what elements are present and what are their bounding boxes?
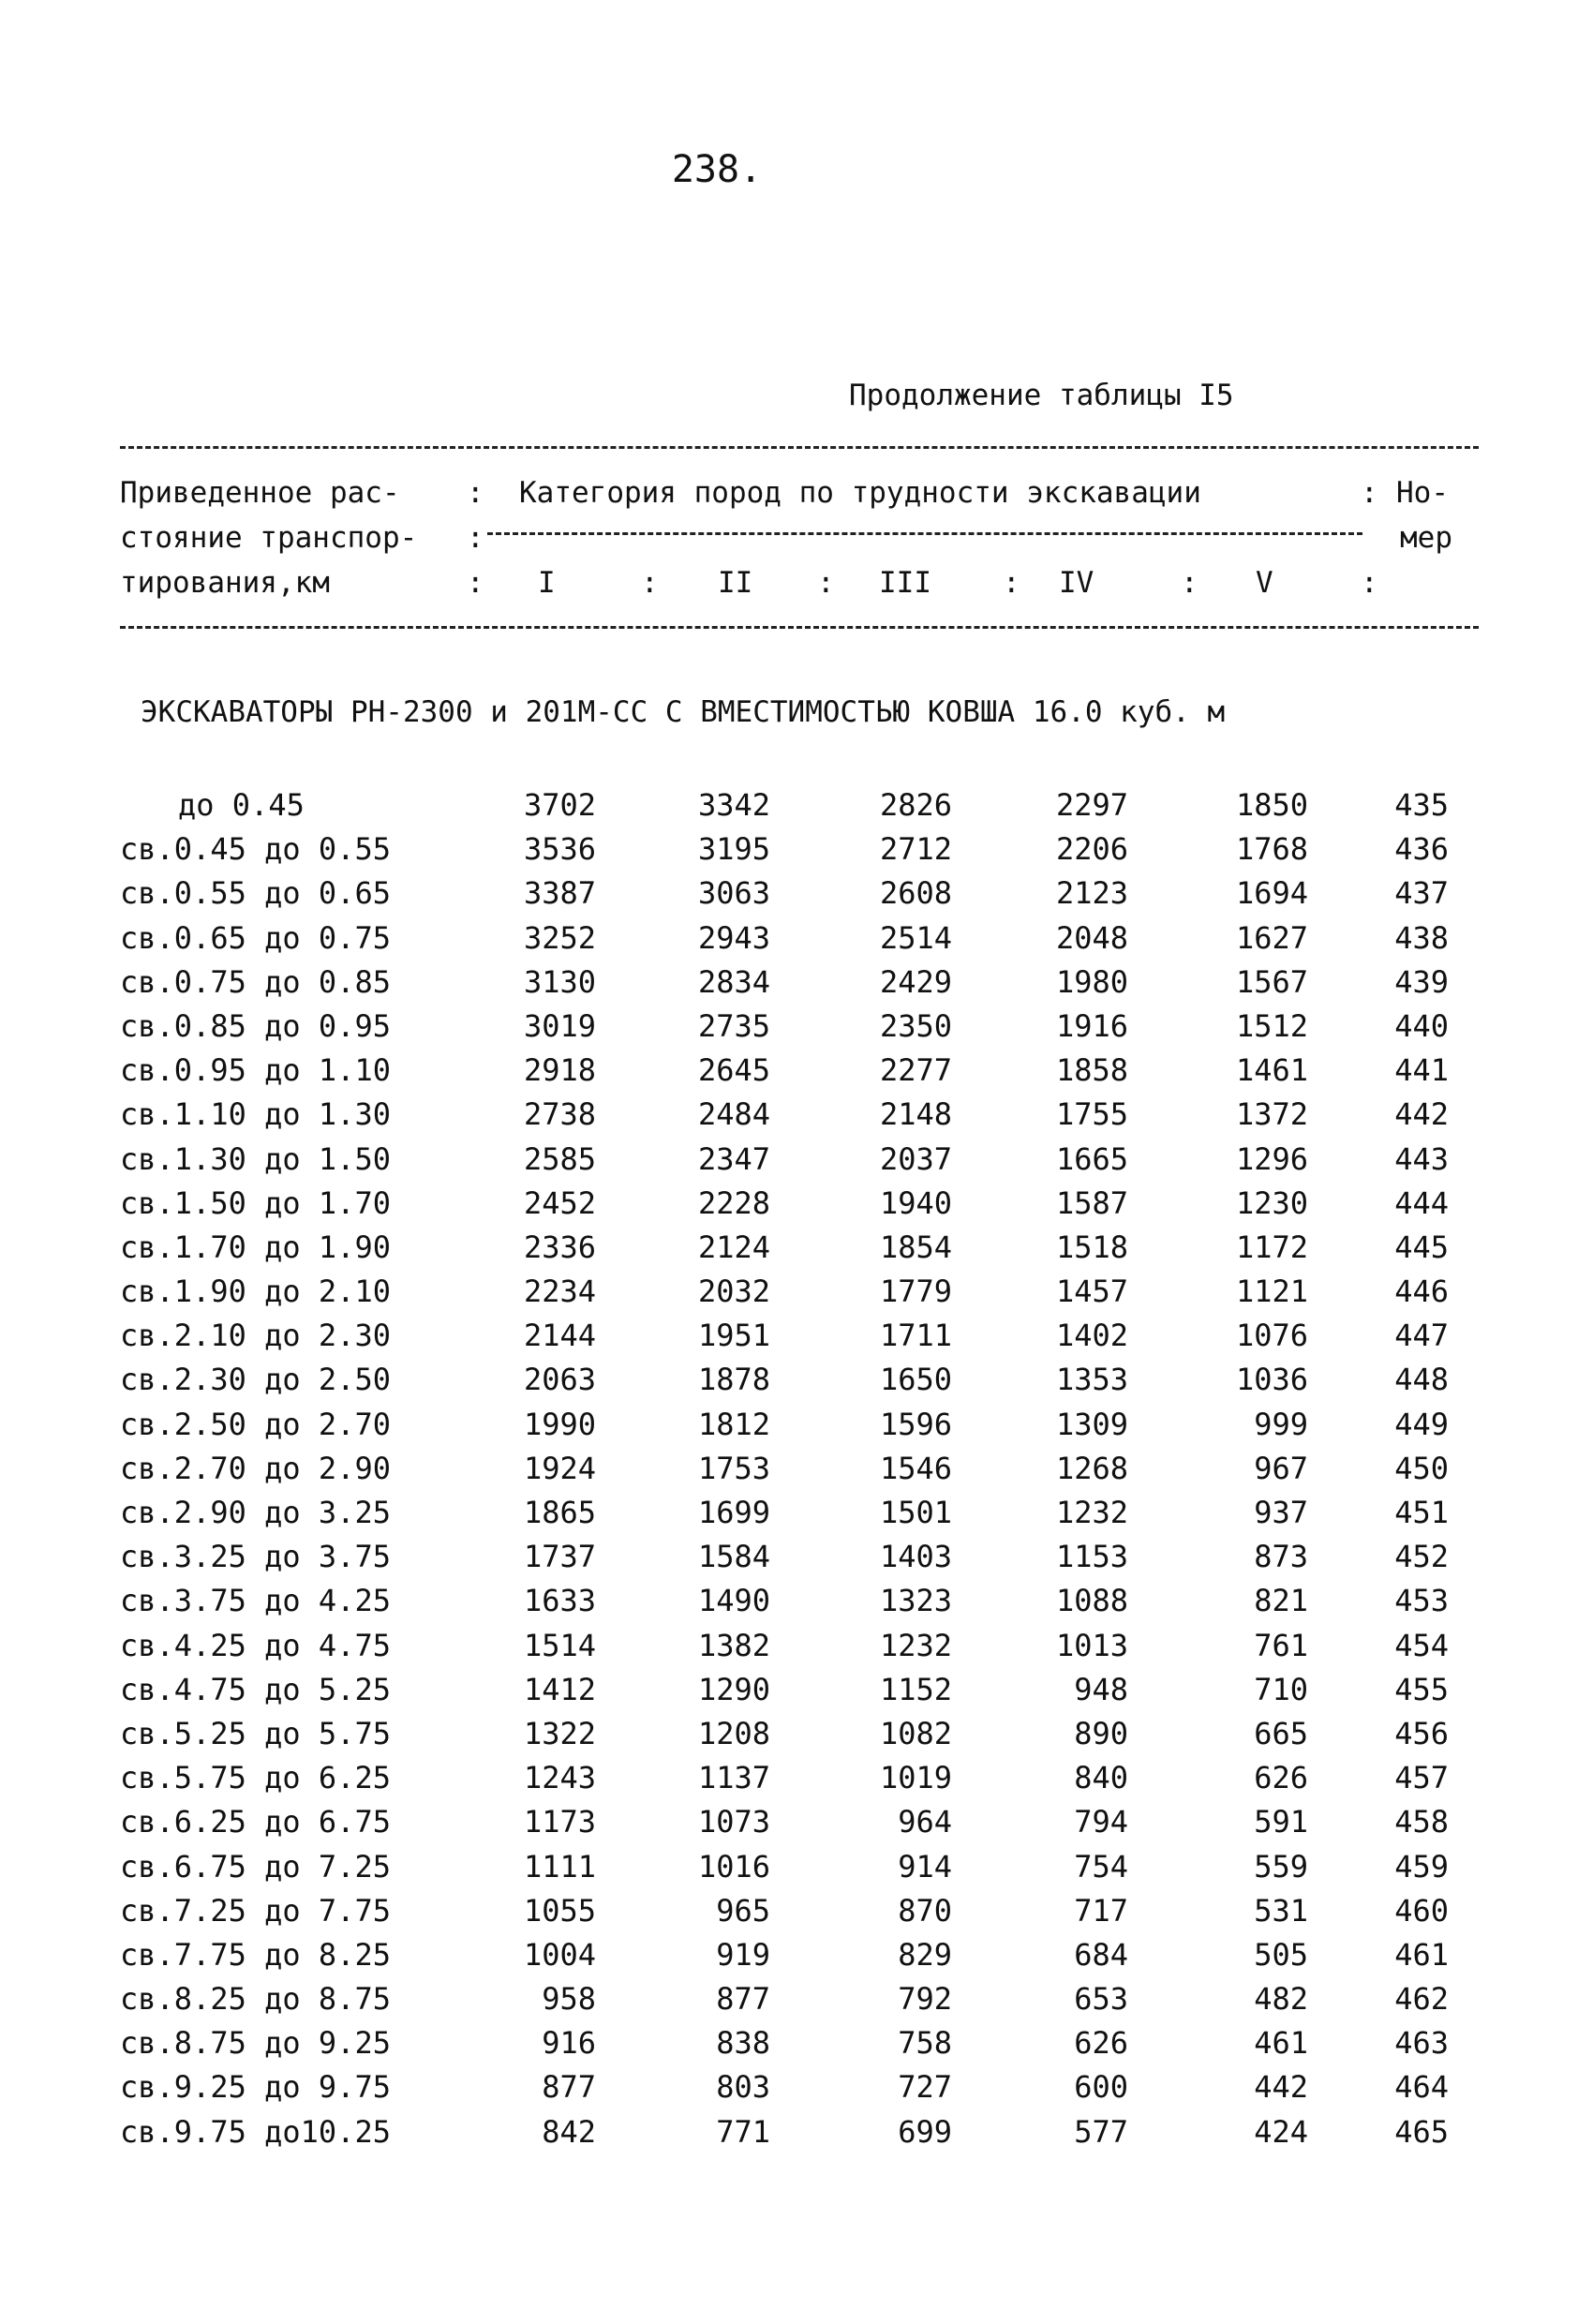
category-IV-cell: 2206 <box>1055 831 1128 868</box>
category-V-cell: 1076 <box>1235 1318 1308 1354</box>
category-II-cell: 3342 <box>697 787 770 823</box>
category-IV-cell: 2048 <box>1055 919 1128 956</box>
number-cell: 455 <box>1394 1671 1449 1707</box>
category-I-cell: 2144 <box>523 1318 596 1354</box>
category-V-cell: 967 <box>1254 1450 1308 1486</box>
distance-cell: св.8.25 до 8.75 <box>120 1981 391 2018</box>
table-row <box>0 1138 1593 1182</box>
number-cell: 440 <box>1394 1007 1449 1044</box>
header-separator: : <box>467 521 484 555</box>
category-V-cell: 1850 <box>1235 787 1308 823</box>
header-number-line1: Но- <box>1396 476 1449 510</box>
category-II-cell: 1382 <box>697 1627 770 1663</box>
category-IV-cell: 1353 <box>1055 1362 1128 1398</box>
category-II-cell: 1137 <box>697 1760 770 1796</box>
category-III-cell: 1501 <box>879 1495 952 1530</box>
category-IV-cell: 1858 <box>1055 1052 1128 1089</box>
category-V-cell: 999 <box>1254 1406 1308 1442</box>
category-I-cell: 2452 <box>523 1184 596 1221</box>
category-I-cell: 2336 <box>523 1229 596 1265</box>
category-V-cell: 1627 <box>1235 919 1308 956</box>
table-row <box>0 783 1593 827</box>
header-separator: : <box>1003 566 1020 600</box>
category-III-cell: 727 <box>898 2069 952 2106</box>
category-II-cell: 2834 <box>697 963 770 1000</box>
category-V-cell: 1694 <box>1235 875 1308 912</box>
number-cell: 459 <box>1394 1848 1449 1885</box>
table-row <box>0 1270 1593 1314</box>
table-row <box>0 1358 1593 1402</box>
category-II-cell: 2484 <box>697 1096 770 1133</box>
distance-cell: св.8.75 до 9.25 <box>120 2025 391 2062</box>
category-V-cell: 665 <box>1254 1715 1308 1751</box>
number-cell: 442 <box>1394 1096 1449 1133</box>
table-row <box>0 1049 1593 1093</box>
category-III-cell: 2350 <box>879 1007 952 1044</box>
category-I-cell: 2234 <box>523 1274 596 1310</box>
category-II-cell: 838 <box>716 2025 770 2062</box>
header-distance-line2: стояние транспор- <box>120 521 418 555</box>
category-II-cell: 803 <box>716 2069 770 2106</box>
distance-cell: св.9.75 до10.25 <box>120 2113 391 2150</box>
number-cell: 447 <box>1394 1318 1449 1354</box>
number-cell: 444 <box>1394 1184 1449 1221</box>
distance-cell: св.5.25 до 5.75 <box>120 1715 391 1751</box>
category-II-cell: 1490 <box>697 1583 770 1619</box>
category-I-cell: 3019 <box>523 1007 596 1044</box>
category-IV-cell: 1587 <box>1055 1184 1128 1221</box>
category-IV-cell: 1309 <box>1055 1406 1128 1442</box>
distance-cell: св.0.95 до 1.10 <box>120 1052 391 1089</box>
header-separator: : <box>1181 566 1198 600</box>
category-II-cell: 1073 <box>697 1804 770 1840</box>
category-II-cell: 1699 <box>697 1495 770 1530</box>
number-cell: 449 <box>1394 1406 1449 1442</box>
category-II-cell: 877 <box>716 1981 770 2018</box>
category-III-cell: 1232 <box>879 1627 952 1663</box>
category-II-cell: 1016 <box>697 1848 770 1885</box>
header-separator: : <box>467 476 484 510</box>
distance-cell: св.2.70 до 2.90 <box>120 1450 391 1486</box>
category-IV-cell: 2123 <box>1055 875 1128 912</box>
table-row <box>0 1005 1593 1049</box>
category-III-cell: 1152 <box>879 1671 952 1707</box>
category-III-cell: 1711 <box>879 1318 952 1354</box>
table-row <box>0 916 1593 961</box>
number-cell: 450 <box>1394 1450 1449 1486</box>
number-cell: 443 <box>1394 1140 1449 1177</box>
category-IV-cell: 1457 <box>1055 1274 1128 1310</box>
distance-cell: св.6.75 до 7.25 <box>120 1848 391 1885</box>
category-I-cell: 916 <box>542 2025 596 2062</box>
category-I-cell: 1322 <box>523 1715 596 1751</box>
category-IV-cell: 1665 <box>1055 1140 1128 1177</box>
category-IV-cell: 626 <box>1074 2025 1128 2062</box>
category-V-cell: 1461 <box>1235 1052 1308 1089</box>
category-IV-cell: 2297 <box>1055 787 1128 823</box>
category-V-cell: 761 <box>1254 1627 1308 1663</box>
table-row <box>0 2021 1593 2065</box>
distance-cell: св.2.90 до 3.25 <box>120 1495 391 1530</box>
number-cell: 461 <box>1394 1936 1449 1973</box>
header-distance-line1: Приведенное рас- <box>120 476 400 510</box>
table-row <box>0 1845 1593 1889</box>
data-table <box>0 783 1593 2154</box>
number-cell: 435 <box>1394 787 1449 823</box>
category-V-cell: 1121 <box>1235 1274 1308 1310</box>
category-I-cell: 1243 <box>523 1760 596 1796</box>
table-row <box>0 1447 1593 1491</box>
category-III-cell: 1082 <box>879 1715 952 1751</box>
number-cell: 463 <box>1394 2025 1449 2062</box>
distance-cell: св.6.25 до 6.75 <box>120 1804 391 1840</box>
number-cell: 448 <box>1394 1362 1449 1398</box>
category-III-cell: 1854 <box>879 1229 952 1265</box>
category-I-cell: 1514 <box>523 1627 596 1663</box>
category-V-cell: 710 <box>1254 1671 1308 1707</box>
distance-cell: св.1.70 до 1.90 <box>120 1229 391 1265</box>
category-I-cell: 1990 <box>523 1406 596 1442</box>
category-V-cell: 531 <box>1254 1892 1308 1929</box>
table-row <box>0 1491 1593 1535</box>
header-category-IV: IV <box>1059 566 1094 600</box>
category-II-cell: 2735 <box>697 1007 770 1044</box>
header-distance-line3: тирования,км <box>120 566 330 600</box>
table-row <box>0 1403 1593 1447</box>
category-IV-cell: 577 <box>1074 2113 1128 2150</box>
category-V-cell: 1567 <box>1235 963 1308 1000</box>
number-cell: 462 <box>1394 1981 1449 2018</box>
category-II-cell: 2347 <box>697 1140 770 1177</box>
distance-cell: св.4.25 до 4.75 <box>120 1627 391 1663</box>
category-IV-cell: 794 <box>1074 1804 1128 1840</box>
distance-cell: св.2.10 до 2.30 <box>120 1318 391 1354</box>
distance-cell: св.5.75 до 6.25 <box>120 1760 391 1796</box>
number-cell: 454 <box>1394 1627 1449 1663</box>
category-I-cell: 1633 <box>523 1583 596 1619</box>
category-III-cell: 829 <box>898 1936 952 1973</box>
header-category-II: II <box>718 566 753 600</box>
category-IV-cell: 1013 <box>1055 1627 1128 1663</box>
category-IV-cell: 1980 <box>1055 963 1128 1000</box>
category-III-cell: 1650 <box>879 1362 952 1398</box>
table-row <box>0 1093 1593 1137</box>
category-I-cell: 958 <box>542 1981 596 2018</box>
table-row <box>0 1889 1593 1933</box>
category-IV-cell: 890 <box>1074 1715 1128 1751</box>
number-cell: 465 <box>1394 2113 1449 2150</box>
table-row <box>0 1535 1593 1579</box>
category-IV-cell: 948 <box>1074 1671 1128 1707</box>
table-row <box>0 827 1593 872</box>
number-cell: 439 <box>1394 963 1449 1000</box>
category-III-cell: 1323 <box>879 1583 952 1619</box>
category-I-cell: 1055 <box>523 1892 596 1929</box>
category-II-cell: 3063 <box>697 875 770 912</box>
category-II-cell: 1753 <box>697 1450 770 1486</box>
category-IV-cell: 1402 <box>1055 1318 1128 1354</box>
page-number: 238. <box>671 148 763 191</box>
section-title: ЭКСКАВАТОРЫ РН-2300 и 201М-СС С ВМЕСТИМОСТЬЮ КОВША 16.0 куб. м <box>141 695 1226 729</box>
category-III-cell: 792 <box>898 1981 952 2018</box>
category-II-cell: 2645 <box>697 1052 770 1089</box>
category-III-cell: 2826 <box>879 787 952 823</box>
number-cell: 453 <box>1394 1583 1449 1619</box>
number-cell: 456 <box>1394 1715 1449 1751</box>
category-III-cell: 2277 <box>879 1052 952 1089</box>
table-row <box>0 1933 1593 1977</box>
distance-cell: св.0.55 до 0.65 <box>120 875 391 912</box>
distance-cell: св.3.25 до 3.75 <box>120 1539 391 1575</box>
distance-cell: св.2.50 до 2.70 <box>120 1406 391 1442</box>
header-category-I: I <box>538 566 556 600</box>
category-V-cell: 1296 <box>1235 1140 1308 1177</box>
category-V-cell: 482 <box>1254 1981 1308 2018</box>
category-I-cell: 3536 <box>523 831 596 868</box>
table-row <box>0 1756 1593 1800</box>
category-II-cell: 1290 <box>697 1671 770 1707</box>
header-category-V: V <box>1256 566 1273 600</box>
category-IV-cell: 653 <box>1074 1981 1128 2018</box>
category-IV-cell: 717 <box>1074 1892 1128 1929</box>
category-II-cell: 1951 <box>697 1318 770 1354</box>
category-V-cell: 873 <box>1254 1539 1308 1575</box>
table-row <box>0 961 1593 1005</box>
table-row <box>0 1314 1593 1358</box>
number-cell: 445 <box>1394 1229 1449 1265</box>
category-III-cell: 1596 <box>879 1406 952 1442</box>
category-III-cell: 914 <box>898 1848 952 1885</box>
category-I-cell: 2918 <box>523 1052 596 1089</box>
category-II-cell: 1878 <box>697 1362 770 1398</box>
header-number-line2: мер <box>1400 521 1452 555</box>
number-cell: 436 <box>1394 831 1449 868</box>
category-IV-cell: 1153 <box>1055 1539 1128 1575</box>
category-I-cell: 3130 <box>523 963 596 1000</box>
distance-cell: св.7.75 до 8.25 <box>120 1936 391 1973</box>
category-I-cell: 2585 <box>523 1140 596 1177</box>
category-IV-cell: 684 <box>1074 1936 1128 1973</box>
category-V-cell: 821 <box>1254 1583 1308 1619</box>
category-IV-cell: 1518 <box>1055 1229 1128 1265</box>
category-III-cell: 2514 <box>879 919 952 956</box>
distance-cell: св.1.50 до 1.70 <box>120 1184 391 1221</box>
distance-cell: св.0.65 до 0.75 <box>120 919 391 956</box>
table-continuation-label: Продолжение таблицы I5 <box>849 379 1234 412</box>
table-row <box>0 1226 1593 1270</box>
category-III-cell: 2037 <box>879 1140 952 1177</box>
category-II-cell: 2032 <box>697 1274 770 1310</box>
category-II-cell: 2943 <box>697 919 770 956</box>
header-separator: : <box>1361 476 1378 510</box>
category-I-cell: 1865 <box>523 1495 596 1530</box>
category-V-cell: 442 <box>1254 2069 1308 2106</box>
category-I-cell: 2063 <box>523 1362 596 1398</box>
category-II-cell: 1812 <box>697 1406 770 1442</box>
category-II-cell: 1584 <box>697 1539 770 1575</box>
distance-cell: св.7.25 до 7.75 <box>120 1892 391 1929</box>
category-III-cell: 1403 <box>879 1539 952 1575</box>
header-inner-rule <box>487 532 1362 535</box>
category-V-cell: 1768 <box>1235 831 1308 868</box>
category-III-cell: 758 <box>898 2025 952 2062</box>
number-cell: 438 <box>1394 919 1449 956</box>
category-IV-cell: 840 <box>1074 1760 1128 1796</box>
number-cell: 437 <box>1394 875 1449 912</box>
distance-cell: св.0.75 до 0.85 <box>120 963 391 1000</box>
distance-cell: св.9.25 до 9.75 <box>120 2069 391 2106</box>
category-V-cell: 1172 <box>1235 1229 1308 1265</box>
table-row <box>0 1668 1593 1712</box>
category-I-cell: 2738 <box>523 1096 596 1133</box>
category-I-cell: 1173 <box>523 1804 596 1840</box>
distance-cell: св.0.85 до 0.95 <box>120 1007 391 1044</box>
table-row <box>0 1800 1593 1844</box>
table-row <box>0 872 1593 916</box>
category-V-cell: 1036 <box>1235 1362 1308 1398</box>
category-I-cell: 1004 <box>523 1936 596 1973</box>
category-IV-cell: 1088 <box>1055 1583 1128 1619</box>
table-row <box>0 2065 1593 2109</box>
header-categories-title: Категория пород по трудности экскавации <box>519 476 1201 510</box>
category-III-cell: 699 <box>898 2113 952 2150</box>
category-IV-cell: 1755 <box>1055 1096 1128 1133</box>
number-cell: 457 <box>1394 1760 1449 1796</box>
category-I-cell: 842 <box>542 2113 596 2150</box>
header-separator: : <box>817 566 835 600</box>
distance-cell: св.1.30 до 1.50 <box>120 1140 391 1177</box>
distance-cell: св.3.75 до 4.25 <box>120 1583 391 1619</box>
category-II-cell: 2124 <box>697 1229 770 1265</box>
category-III-cell: 870 <box>898 1892 952 1929</box>
category-V-cell: 937 <box>1254 1495 1308 1530</box>
number-cell: 451 <box>1394 1495 1449 1530</box>
header-separator: : <box>467 566 484 600</box>
number-cell: 452 <box>1394 1539 1449 1575</box>
category-II-cell: 771 <box>716 2113 770 2150</box>
category-III-cell: 1779 <box>879 1274 952 1310</box>
number-cell: 441 <box>1394 1052 1449 1089</box>
category-II-cell: 919 <box>716 1936 770 1973</box>
category-I-cell: 1924 <box>523 1450 596 1486</box>
category-III-cell: 2608 <box>879 875 952 912</box>
category-V-cell: 424 <box>1254 2113 1308 2150</box>
table-row <box>0 1712 1593 1756</box>
table-row <box>0 2110 1593 2154</box>
category-IV-cell: 600 <box>1074 2069 1128 2106</box>
category-IV-cell: 1232 <box>1055 1495 1128 1530</box>
distance-cell: до 0.45 <box>178 787 305 823</box>
header-top-rule <box>120 446 1479 449</box>
category-V-cell: 591 <box>1254 1804 1308 1840</box>
category-III-cell: 2712 <box>879 831 952 868</box>
header-separator: : <box>1361 566 1378 600</box>
number-cell: 458 <box>1394 1804 1449 1840</box>
number-cell: 464 <box>1394 2069 1449 2106</box>
number-cell: 460 <box>1394 1892 1449 1929</box>
category-III-cell: 1546 <box>879 1450 952 1486</box>
category-IV-cell: 1268 <box>1055 1450 1128 1486</box>
category-III-cell: 2429 <box>879 963 952 1000</box>
table-row <box>0 1182 1593 1226</box>
category-III-cell: 1940 <box>879 1184 952 1221</box>
category-II-cell: 1208 <box>697 1715 770 1751</box>
category-I-cell: 3702 <box>523 787 596 823</box>
category-V-cell: 1230 <box>1235 1184 1308 1221</box>
table-row <box>0 1579 1593 1623</box>
category-II-cell: 2228 <box>697 1184 770 1221</box>
distance-cell: св.1.90 до 2.10 <box>120 1274 391 1310</box>
category-I-cell: 1111 <box>523 1848 596 1885</box>
table-row <box>0 1977 1593 2021</box>
category-III-cell: 2148 <box>879 1096 952 1133</box>
category-IV-cell: 1916 <box>1055 1007 1128 1044</box>
category-V-cell: 505 <box>1254 1936 1308 1973</box>
category-V-cell: 559 <box>1254 1848 1308 1885</box>
header-separator: : <box>641 566 659 600</box>
distance-cell: св.1.10 до 1.30 <box>120 1096 391 1133</box>
category-I-cell: 3387 <box>523 875 596 912</box>
category-V-cell: 1512 <box>1235 1007 1308 1044</box>
distance-cell: св.2.30 до 2.50 <box>120 1362 391 1398</box>
category-V-cell: 1372 <box>1235 1096 1308 1133</box>
header-category-III: III <box>879 566 931 600</box>
category-IV-cell: 754 <box>1074 1848 1128 1885</box>
table-row <box>0 1624 1593 1668</box>
category-I-cell: 1737 <box>523 1539 596 1575</box>
category-II-cell: 3195 <box>697 831 770 868</box>
category-V-cell: 626 <box>1254 1760 1308 1796</box>
category-V-cell: 461 <box>1254 2025 1308 2062</box>
category-III-cell: 964 <box>898 1804 952 1840</box>
category-I-cell: 1412 <box>523 1671 596 1707</box>
number-cell: 446 <box>1394 1274 1449 1310</box>
category-I-cell: 3252 <box>523 919 596 956</box>
category-I-cell: 877 <box>542 2069 596 2106</box>
distance-cell: св.0.45 до 0.55 <box>120 831 391 868</box>
category-II-cell: 965 <box>716 1892 770 1929</box>
distance-cell: св.4.75 до 5.25 <box>120 1671 391 1707</box>
category-III-cell: 1019 <box>879 1760 952 1796</box>
header-bottom-rule <box>120 626 1479 629</box>
